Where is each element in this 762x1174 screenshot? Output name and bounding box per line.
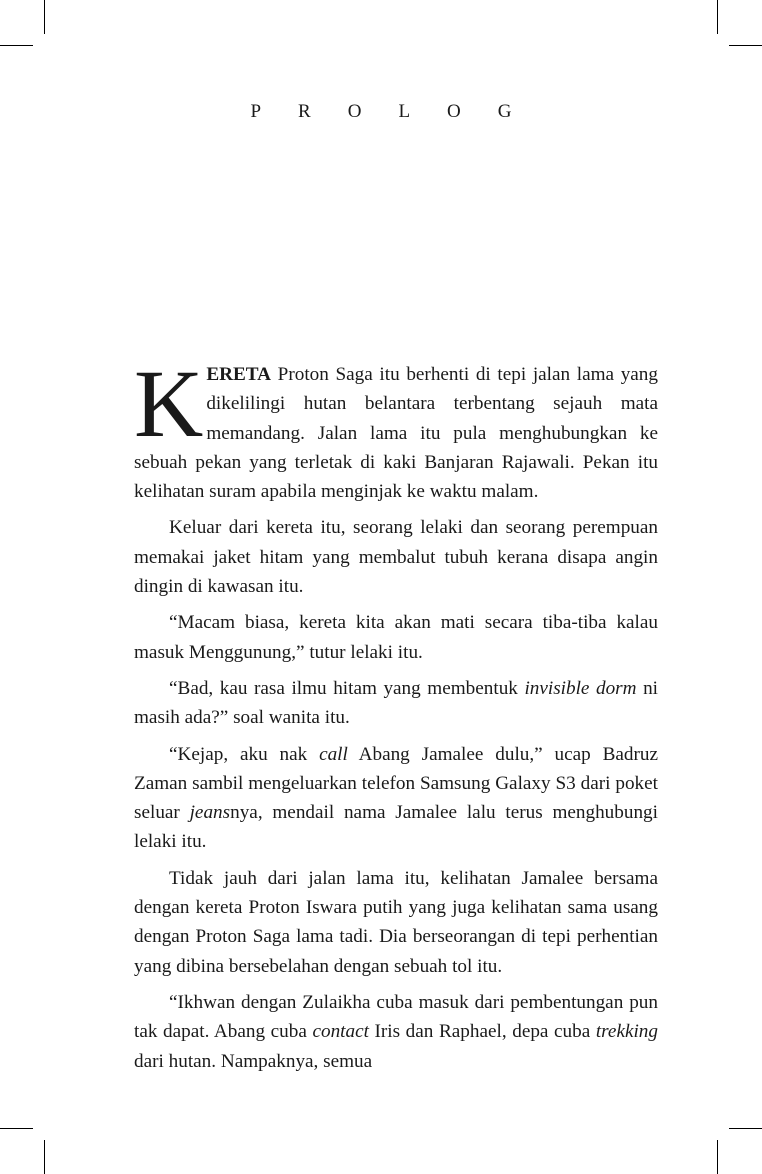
crop-mark-bottom-left-horizontal bbox=[0, 1128, 33, 1129]
lead-word: ERETA bbox=[206, 364, 272, 385]
italic-term: jeans bbox=[189, 802, 231, 824]
paragraph-4 bbox=[134, 674, 658, 733]
paragraph-5-text-b: Abang Jamalee dulu,” ucap Badruz Zaman sambil mengeluarkan telefon Samsung Galaxy S3 dari poket seluar bbox=[134, 743, 658, 824]
drop-cap: K bbox=[134, 350, 204, 457]
paragraph-5-text-a: “Kejap, aku nak bbox=[169, 743, 320, 765]
italic-term: call bbox=[319, 743, 348, 765]
paragraph-7 bbox=[134, 988, 658, 1076]
crop-mark-top-left-vertical bbox=[44, 0, 45, 34]
italic-term: contact bbox=[312, 1021, 369, 1043]
paragraph-7-text-c: dari hutan. Nampaknya, semua bbox=[134, 1050, 373, 1072]
paragraph-6: Tidak jauh dari jalan lama itu, kelihatan Jamalee bersama dengan kereta Proton Iswara putih yang juga kelihatan sama usang dengan Proton Saga lama tadi. Dia berseorangan di tepi perhentian yang dibina bersebelahan dengan sebuah tol itu. bbox=[134, 867, 658, 977]
paragraph-1-text: Proton Saga itu berhenti di tepi jalan lama yang dikelilingi hutan belantara terbentang sejauh mata memandang. Jalan lama itu pula menghubungkan ke sebuah pekan yang terletak di kaki Banjaran Rajawali. Pekan itu kelihatan suram apabila menginjak ke waktu malam. bbox=[134, 364, 658, 503]
chapter-title: PROLOG bbox=[250, 101, 549, 122]
crop-mark-bottom-right-horizontal bbox=[729, 1128, 762, 1129]
crop-mark-top-right-horizontal bbox=[729, 45, 762, 46]
italic-term: trekking bbox=[595, 1021, 658, 1043]
crop-mark-bottom-left-vertical bbox=[44, 1140, 45, 1174]
paragraph-5 bbox=[134, 740, 658, 857]
paragraph-7-text-a: “Ikhwan dengan Zulaikha cuba masuk dari pembentungan pun tak dapat. Abang cuba bbox=[134, 991, 658, 1043]
paragraph-5-text-c: nya, mendail nama Jamalee lalu terus menghubungi lelaki itu. bbox=[134, 802, 658, 853]
paragraph-3: “Macam biasa, kereta kita akan mati secara tiba-tiba kalau masuk Menggunung,” tutur lelaki itu. bbox=[134, 612, 658, 663]
paragraph-7-text-b: Iris dan Raphael, depa cuba bbox=[368, 1021, 596, 1043]
italic-term: invisible dorm bbox=[524, 677, 637, 699]
crop-mark-top-left-horizontal bbox=[0, 45, 33, 46]
crop-mark-bottom-right-vertical bbox=[717, 1140, 718, 1174]
paragraph-1 bbox=[134, 350, 658, 506]
crop-mark-top-right-vertical bbox=[717, 0, 718, 34]
body-text bbox=[134, 350, 658, 1083]
paragraph-4-text-a: “Bad, kau rasa ilmu hitam yang membentuk bbox=[169, 677, 525, 699]
paragraph-4-text-b: ni masih ada?” soal wanita itu. bbox=[134, 677, 658, 729]
paragraph-2: Keluar dari kereta itu, seorang lelaki dan seorang perempuan memakai jaket hitam yang membalut tubuh kerana disapa angin dingin di kawasan itu. bbox=[134, 517, 658, 598]
